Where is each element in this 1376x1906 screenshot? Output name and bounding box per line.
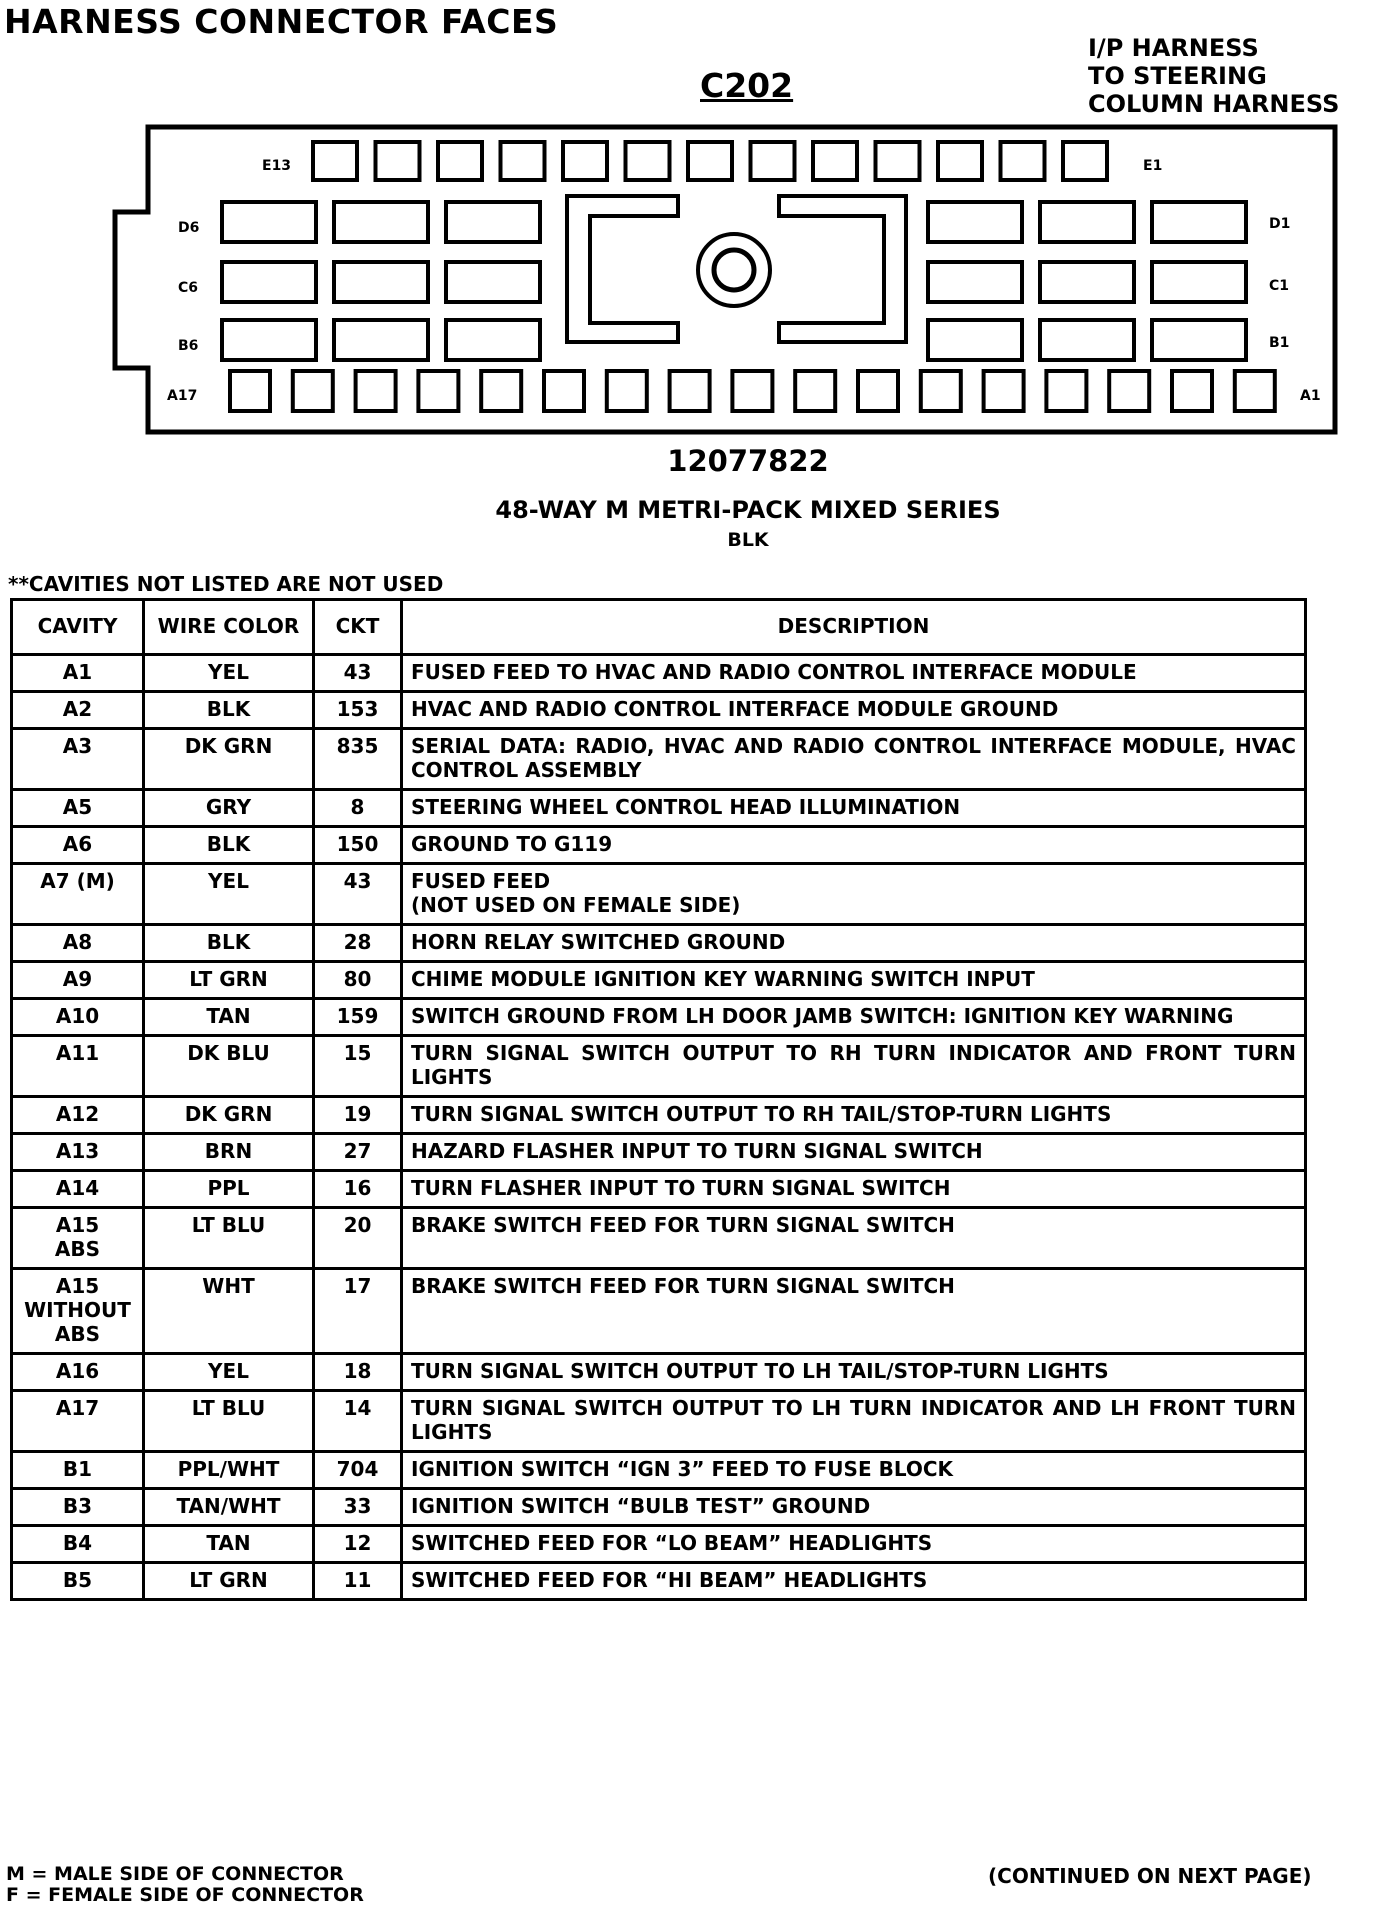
cell-wire-color: DK BLU bbox=[144, 1036, 314, 1097]
pin-label-d6: D6 bbox=[178, 220, 200, 236]
center-key-left bbox=[567, 196, 678, 342]
cell-cavity: A17 bbox=[12, 1391, 144, 1452]
cell-description: SWITCHED FEED FOR “LO BEAM” HEADLIGHTS bbox=[402, 1526, 1306, 1563]
cell-wire-color: YEL bbox=[144, 1354, 314, 1391]
table-row bbox=[12, 1489, 1306, 1526]
table-row bbox=[12, 1391, 1306, 1452]
cell-description: HAZARD FLASHER INPUT TO TURN SIGNAL SWITCH bbox=[402, 1134, 1306, 1171]
cell-description: SWITCHED FEED FOR “HI BEAM” HEADLIGHTS bbox=[402, 1563, 1306, 1600]
cell-cavity: A12 bbox=[12, 1097, 144, 1134]
cell-description: TURN SIGNAL SWITCH OUTPUT TO RH TURN INDICATOR AND FRONT TURN LIGHTS bbox=[402, 1036, 1306, 1097]
cell-wire-color: BLK bbox=[144, 692, 314, 729]
cavity-a bbox=[921, 371, 961, 411]
cavity-c bbox=[446, 262, 540, 302]
cavity-a bbox=[732, 371, 772, 411]
cell-ckt: 11 bbox=[314, 1563, 402, 1600]
cavity-e bbox=[688, 142, 732, 180]
pin-label-b1: B1 bbox=[1269, 335, 1290, 351]
cell-ckt: 835 bbox=[314, 729, 402, 790]
cell-ckt: 15 bbox=[314, 1036, 402, 1097]
cavity-b bbox=[334, 320, 428, 360]
table-row bbox=[12, 962, 1306, 999]
legend bbox=[6, 1864, 364, 1906]
cavity-d bbox=[1152, 202, 1246, 242]
cell-wire-color: YEL bbox=[144, 864, 314, 925]
cell-ckt: 12 bbox=[314, 1526, 402, 1563]
table-row bbox=[12, 1354, 1306, 1391]
cavity-e bbox=[1001, 142, 1045, 180]
cell-cavity: A6 bbox=[12, 827, 144, 864]
cavity-c bbox=[222, 262, 316, 302]
table-row bbox=[12, 692, 1306, 729]
cell-wire-color: LT GRN bbox=[144, 962, 314, 999]
center-post-inner bbox=[714, 250, 754, 290]
cavity-e bbox=[626, 142, 670, 180]
cavity-e bbox=[313, 142, 357, 180]
cavity-a bbox=[1235, 371, 1275, 411]
cavity-e bbox=[813, 142, 857, 180]
table-row bbox=[12, 1563, 1306, 1600]
table-row bbox=[12, 1097, 1306, 1134]
cell-wire-color: DK GRN bbox=[144, 729, 314, 790]
cell-description: HORN RELAY SWITCHED GROUND bbox=[402, 925, 1306, 962]
cavity-c bbox=[1040, 262, 1134, 302]
pin-label-e13: E13 bbox=[262, 158, 292, 174]
legend-female: F = FEMALE SIDE OF CONNECTOR bbox=[6, 1884, 364, 1906]
cell-ckt: 19 bbox=[314, 1097, 402, 1134]
cavity-a bbox=[984, 371, 1024, 411]
cell-cavity: A9 bbox=[12, 962, 144, 999]
harness-label-line: COLUMN HARNESS bbox=[1088, 90, 1340, 118]
table-row bbox=[12, 655, 1306, 692]
cavities-note: **CAVITIES NOT LISTED ARE NOT USED bbox=[8, 572, 444, 596]
table-row bbox=[12, 925, 1306, 962]
cell-wire-color: WHT bbox=[144, 1269, 314, 1354]
cavity-c bbox=[334, 262, 428, 302]
cell-description: SERIAL DATA: RADIO, HVAC AND RADIO CONTROL INTERFACE MODULE, HVAC CONTROL ASSEMBLY bbox=[402, 729, 1306, 790]
table-row bbox=[12, 1269, 1306, 1354]
cavity-a bbox=[293, 371, 333, 411]
cell-ckt: 80 bbox=[314, 962, 402, 999]
cell-description: SWITCH GROUND FROM LH DOOR JAMB SWITCH: IGNITION KEY WARNING bbox=[402, 999, 1306, 1036]
cell-cavity: A8 bbox=[12, 925, 144, 962]
cavity-b bbox=[446, 320, 540, 360]
cell-ckt: 18 bbox=[314, 1354, 402, 1391]
cell-cavity: A15 ABS bbox=[12, 1208, 144, 1269]
cavity-a bbox=[1172, 371, 1212, 411]
cavity-d bbox=[1040, 202, 1134, 242]
cavity-a bbox=[481, 371, 521, 411]
cell-description: FUSED FEED (NOT USED ON FEMALE SIDE) bbox=[402, 864, 1306, 925]
cavity-e bbox=[876, 142, 920, 180]
cell-description: IGNITION SWITCH “BULB TEST” GROUND bbox=[402, 1489, 1306, 1526]
cell-cavity: A11 bbox=[12, 1036, 144, 1097]
cell-wire-color: LT GRN bbox=[144, 1563, 314, 1600]
center-key-right bbox=[779, 196, 906, 342]
cell-cavity: A3 bbox=[12, 729, 144, 790]
cell-cavity: A14 bbox=[12, 1171, 144, 1208]
cavity-a bbox=[607, 371, 647, 411]
cell-ckt: 159 bbox=[314, 999, 402, 1036]
header-ckt: CKT bbox=[314, 600, 402, 655]
cavity-e bbox=[376, 142, 420, 180]
cavity-group bbox=[222, 142, 1275, 411]
cavity-e bbox=[563, 142, 607, 180]
cell-wire-color: DK GRN bbox=[144, 1097, 314, 1134]
cell-cavity: B4 bbox=[12, 1526, 144, 1563]
cell-wire-color: TAN bbox=[144, 1526, 314, 1563]
part-number: 12077822 bbox=[667, 444, 829, 478]
cell-description: TURN SIGNAL SWITCH OUTPUT TO RH TAIL/STOP-TURN LIGHTS bbox=[402, 1097, 1306, 1134]
pinout-table bbox=[10, 598, 1307, 1601]
cell-cavity: A1 bbox=[12, 655, 144, 692]
table-row bbox=[12, 1526, 1306, 1563]
harness-label-line: TO STEERING bbox=[1088, 62, 1267, 90]
cell-ckt: 16 bbox=[314, 1171, 402, 1208]
cell-wire-color: YEL bbox=[144, 655, 314, 692]
cell-ckt: 20 bbox=[314, 1208, 402, 1269]
cell-ckt: 8 bbox=[314, 790, 402, 827]
legend-male: M = MALE SIDE OF CONNECTOR bbox=[6, 1863, 344, 1885]
cavity-a bbox=[670, 371, 710, 411]
cavity-c bbox=[1152, 262, 1246, 302]
table-row bbox=[12, 827, 1306, 864]
pin-label-c1: C1 bbox=[1269, 278, 1290, 294]
continued-note: (CONTINUED ON NEXT PAGE) bbox=[988, 1864, 1312, 1888]
cell-wire-color: GRY bbox=[144, 790, 314, 827]
cell-wire-color: TAN bbox=[144, 999, 314, 1036]
cell-wire-color: TAN/WHT bbox=[144, 1489, 314, 1526]
cell-description: CHIME MODULE IGNITION KEY WARNING SWITCH INPUT bbox=[402, 962, 1306, 999]
pin-label-b6: B6 bbox=[178, 338, 199, 354]
center-post bbox=[698, 234, 770, 306]
table-row bbox=[12, 1208, 1306, 1269]
cell-description: STEERING WHEEL CONTROL HEAD ILLUMINATION bbox=[402, 790, 1306, 827]
cavity-c bbox=[928, 262, 1022, 302]
cell-cavity: A16 bbox=[12, 1354, 144, 1391]
table-row bbox=[12, 1036, 1306, 1097]
cell-cavity: A13 bbox=[12, 1134, 144, 1171]
connector-id: C202 bbox=[700, 66, 794, 105]
cell-description: FUSED FEED TO HVAC AND RADIO CONTROL INTERFACE MODULE bbox=[402, 655, 1306, 692]
cavity-d bbox=[334, 202, 428, 242]
cell-cavity: B3 bbox=[12, 1489, 144, 1526]
table-row bbox=[12, 999, 1306, 1036]
cell-ckt: 28 bbox=[314, 925, 402, 962]
cell-ckt: 153 bbox=[314, 692, 402, 729]
cell-cavity: A7 (M) bbox=[12, 864, 144, 925]
cell-cavity: B1 bbox=[12, 1452, 144, 1489]
cell-description: TURN SIGNAL SWITCH OUTPUT TO LH TAIL/STOP-TURN LIGHTS bbox=[402, 1354, 1306, 1391]
pin-label-d1: D1 bbox=[1269, 216, 1291, 232]
cell-cavity: A2 bbox=[12, 692, 144, 729]
cell-wire-color: LT BLU bbox=[144, 1391, 314, 1452]
table-row bbox=[12, 1134, 1306, 1171]
connector-series: 48-WAY M METRI-PACK MIXED SERIES bbox=[495, 496, 1001, 524]
table-row bbox=[12, 729, 1306, 790]
pin-label-a1: A1 bbox=[1300, 388, 1321, 404]
header-wire-color: WIRE COLOR bbox=[144, 600, 314, 655]
cell-wire-color: BRN bbox=[144, 1134, 314, 1171]
cell-wire-color: BLK bbox=[144, 827, 314, 864]
cavity-a bbox=[1109, 371, 1149, 411]
cavity-e bbox=[1063, 142, 1107, 180]
pin-label-e1: E1 bbox=[1143, 158, 1163, 174]
cavity-a bbox=[795, 371, 835, 411]
cell-ckt: 14 bbox=[314, 1391, 402, 1452]
cell-ckt: 27 bbox=[314, 1134, 402, 1171]
cell-cavity: A10 bbox=[12, 999, 144, 1036]
cavity-d bbox=[928, 202, 1022, 242]
table-row bbox=[12, 1452, 1306, 1489]
cell-description: TURN FLASHER INPUT TO TURN SIGNAL SWITCH bbox=[402, 1171, 1306, 1208]
pinout-body bbox=[12, 655, 1306, 1600]
page-title: HARNESS CONNECTOR FACES bbox=[4, 2, 559, 41]
harness-label-line: I/P HARNESS bbox=[1088, 34, 1259, 62]
cavity-e bbox=[938, 142, 982, 180]
table-row bbox=[12, 1171, 1306, 1208]
cell-ckt: 33 bbox=[314, 1489, 402, 1526]
cell-cavity: A5 bbox=[12, 790, 144, 827]
cavity-d bbox=[222, 202, 316, 242]
cavity-e bbox=[501, 142, 545, 180]
cell-ckt: 43 bbox=[314, 864, 402, 925]
cell-cavity: A15 WITHOUT ABS bbox=[12, 1269, 144, 1354]
table-header-row bbox=[12, 600, 1306, 655]
cavity-d bbox=[446, 202, 540, 242]
cell-wire-color: BLK bbox=[144, 925, 314, 962]
cavity-b bbox=[1040, 320, 1134, 360]
cavity-a bbox=[418, 371, 458, 411]
cell-description: IGNITION SWITCH “IGN 3” FEED TO FUSE BLOCK bbox=[402, 1452, 1306, 1489]
cell-wire-color: PPL bbox=[144, 1171, 314, 1208]
cell-description: TURN SIGNAL SWITCH OUTPUT TO LH TURN INDICATOR AND LH FRONT TURN LIGHTS bbox=[402, 1391, 1306, 1452]
table-row bbox=[12, 864, 1306, 925]
pin-label-c6: C6 bbox=[178, 280, 199, 296]
cell-cavity: B5 bbox=[12, 1563, 144, 1600]
header-description: DESCRIPTION bbox=[402, 600, 1306, 655]
header-cavity: CAVITY bbox=[12, 600, 144, 655]
cell-description: HVAC AND RADIO CONTROL INTERFACE MODULE GROUND bbox=[402, 692, 1306, 729]
connector-color: BLK bbox=[727, 529, 769, 551]
cavity-a bbox=[858, 371, 898, 411]
pin-label-a17: A17 bbox=[167, 388, 198, 404]
cell-wire-color: PPL/WHT bbox=[144, 1452, 314, 1489]
cell-ckt: 704 bbox=[314, 1452, 402, 1489]
cavity-e bbox=[751, 142, 795, 180]
cell-description: BRAKE SWITCH FEED FOR TURN SIGNAL SWITCH bbox=[402, 1269, 1306, 1354]
cavity-b bbox=[928, 320, 1022, 360]
cell-description: GROUND TO G119 bbox=[402, 827, 1306, 864]
cell-ckt: 43 bbox=[314, 655, 402, 692]
cell-ckt: 17 bbox=[314, 1269, 402, 1354]
cell-ckt: 150 bbox=[314, 827, 402, 864]
cavity-e bbox=[438, 142, 482, 180]
cell-description: BRAKE SWITCH FEED FOR TURN SIGNAL SWITCH bbox=[402, 1208, 1306, 1269]
cavity-a bbox=[544, 371, 584, 411]
cavity-a bbox=[356, 371, 396, 411]
table-row bbox=[12, 790, 1306, 827]
cavity-a bbox=[230, 371, 270, 411]
cell-wire-color: LT BLU bbox=[144, 1208, 314, 1269]
cavity-a bbox=[1046, 371, 1086, 411]
cavity-b bbox=[1152, 320, 1246, 360]
cavity-b bbox=[222, 320, 316, 360]
